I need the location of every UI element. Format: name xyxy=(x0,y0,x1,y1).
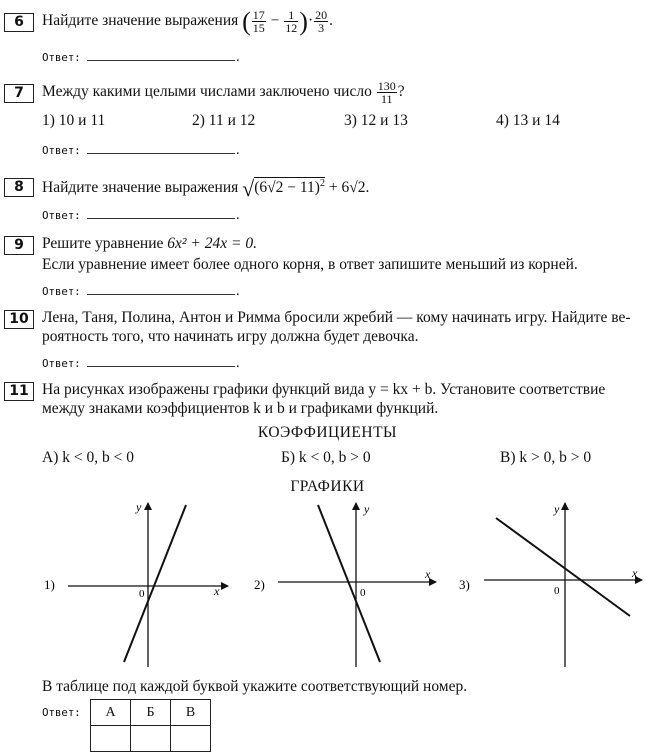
answer-line-6[interactable]: Ответ: . xyxy=(42,51,241,64)
question-9-line-1: Решите уравнение 6x² + 24x = 0. xyxy=(42,235,257,252)
graph-1-x-label: x xyxy=(214,584,220,598)
answer-label-11: Ответ: xyxy=(42,706,81,719)
question-9-line-2: Если уравнение имеет более одного корня, в ответ запишите меньший из корней. xyxy=(42,256,578,273)
coefficients-title: КОЭФФИЦИЕНТЫ xyxy=(257,424,398,441)
graph-3-line xyxy=(496,518,630,616)
table-header-a: А xyxy=(91,700,131,726)
graphs-figure xyxy=(0,495,655,675)
graph-3-x-label: x xyxy=(632,566,638,580)
answer-line-7[interactable]: Ответ: . xyxy=(42,144,241,157)
graph-2-y-label: y xyxy=(364,502,370,516)
q7-option-4: 4) 13 и 14 xyxy=(496,112,560,129)
table-answer-cell-a[interactable] xyxy=(91,726,131,752)
question-6-text: Найдите значение выражения ( $\frac{17}{15}$ − $\frac{1}{12}$ )· $\frac{20}{3}$ . xyxy=(42,7,334,36)
question-10-number: 10 xyxy=(4,310,34,329)
question-8-number: 8 xyxy=(4,178,34,197)
table-prompt: В таблице под каждой буквой укажите соответствующий номер. xyxy=(42,678,468,695)
graph-1-origin: 0 xyxy=(139,588,145,600)
table-answer-cell-v[interactable] xyxy=(171,726,211,752)
graph-2-x-label: x xyxy=(425,567,431,581)
question-7-text: Между какими целыми числами заключено число $\frac{130}{11}$ ? xyxy=(42,79,405,106)
table-header-b: Б xyxy=(131,700,171,726)
question-7-number: 7 xyxy=(4,84,34,103)
graph-3-label: 3) xyxy=(459,577,470,592)
coef-option-v: В) k > 0, b > 0 xyxy=(500,449,592,466)
q7-option-1: 1) 10 и 11 xyxy=(42,112,106,129)
graph-1-label: 1) xyxy=(44,577,55,592)
graph-1 xyxy=(44,500,228,667)
graph-2-origin: 0 xyxy=(360,587,366,599)
q7-option-3: 3) 12 и 13 xyxy=(344,112,408,129)
graph-2-label: 2) xyxy=(254,577,265,592)
graph-1-y-label: y xyxy=(136,500,142,514)
question-9-number: 9 xyxy=(4,236,34,255)
q7-option-2: 2) 11 и 12 xyxy=(192,112,256,129)
graph-3 xyxy=(459,502,642,667)
graph-3-y-label: y xyxy=(554,502,560,516)
graph-1-line xyxy=(124,505,186,662)
coef-option-a: А) k < 0, b < 0 xyxy=(42,449,134,466)
question-11-line-2: между знаками коэффициентов k и b и графиками функций. xyxy=(42,400,439,417)
answer-line-8[interactable]: Ответ: . xyxy=(42,209,241,222)
question-8-text: Найдите значение выражения $√(6√2 - 11)^2 + 6√2$. xyxy=(42,176,370,202)
table-header-v: В xyxy=(171,700,211,726)
graph-2-line xyxy=(318,505,380,662)
question-6-number: 6 xyxy=(4,13,34,32)
question-11-number: 11 xyxy=(4,382,34,401)
question-10-line-2: роятность того, что начинать игру должна будет девочка. xyxy=(42,328,419,345)
graphs-title: ГРАФИКИ xyxy=(290,478,365,495)
answer-line-9[interactable]: Ответ: . xyxy=(42,285,241,298)
graph-3-origin: 0 xyxy=(554,585,560,597)
graph-2 xyxy=(254,502,436,667)
question-10-line-1: Лена, Таня, Полина, Антон и Римма бросили жребий — кому начинать игру. Найдите ве- xyxy=(42,309,631,326)
answer-table xyxy=(90,699,211,752)
question-11-line-1: На рисунках изображены графики функций вида y = kx + b. Установите соответствие xyxy=(42,381,606,398)
table-answer-cell-b[interactable] xyxy=(131,726,171,752)
answer-line-10[interactable]: Ответ: . xyxy=(42,357,241,370)
coef-option-b: Б) k < 0, b > 0 xyxy=(281,449,371,466)
